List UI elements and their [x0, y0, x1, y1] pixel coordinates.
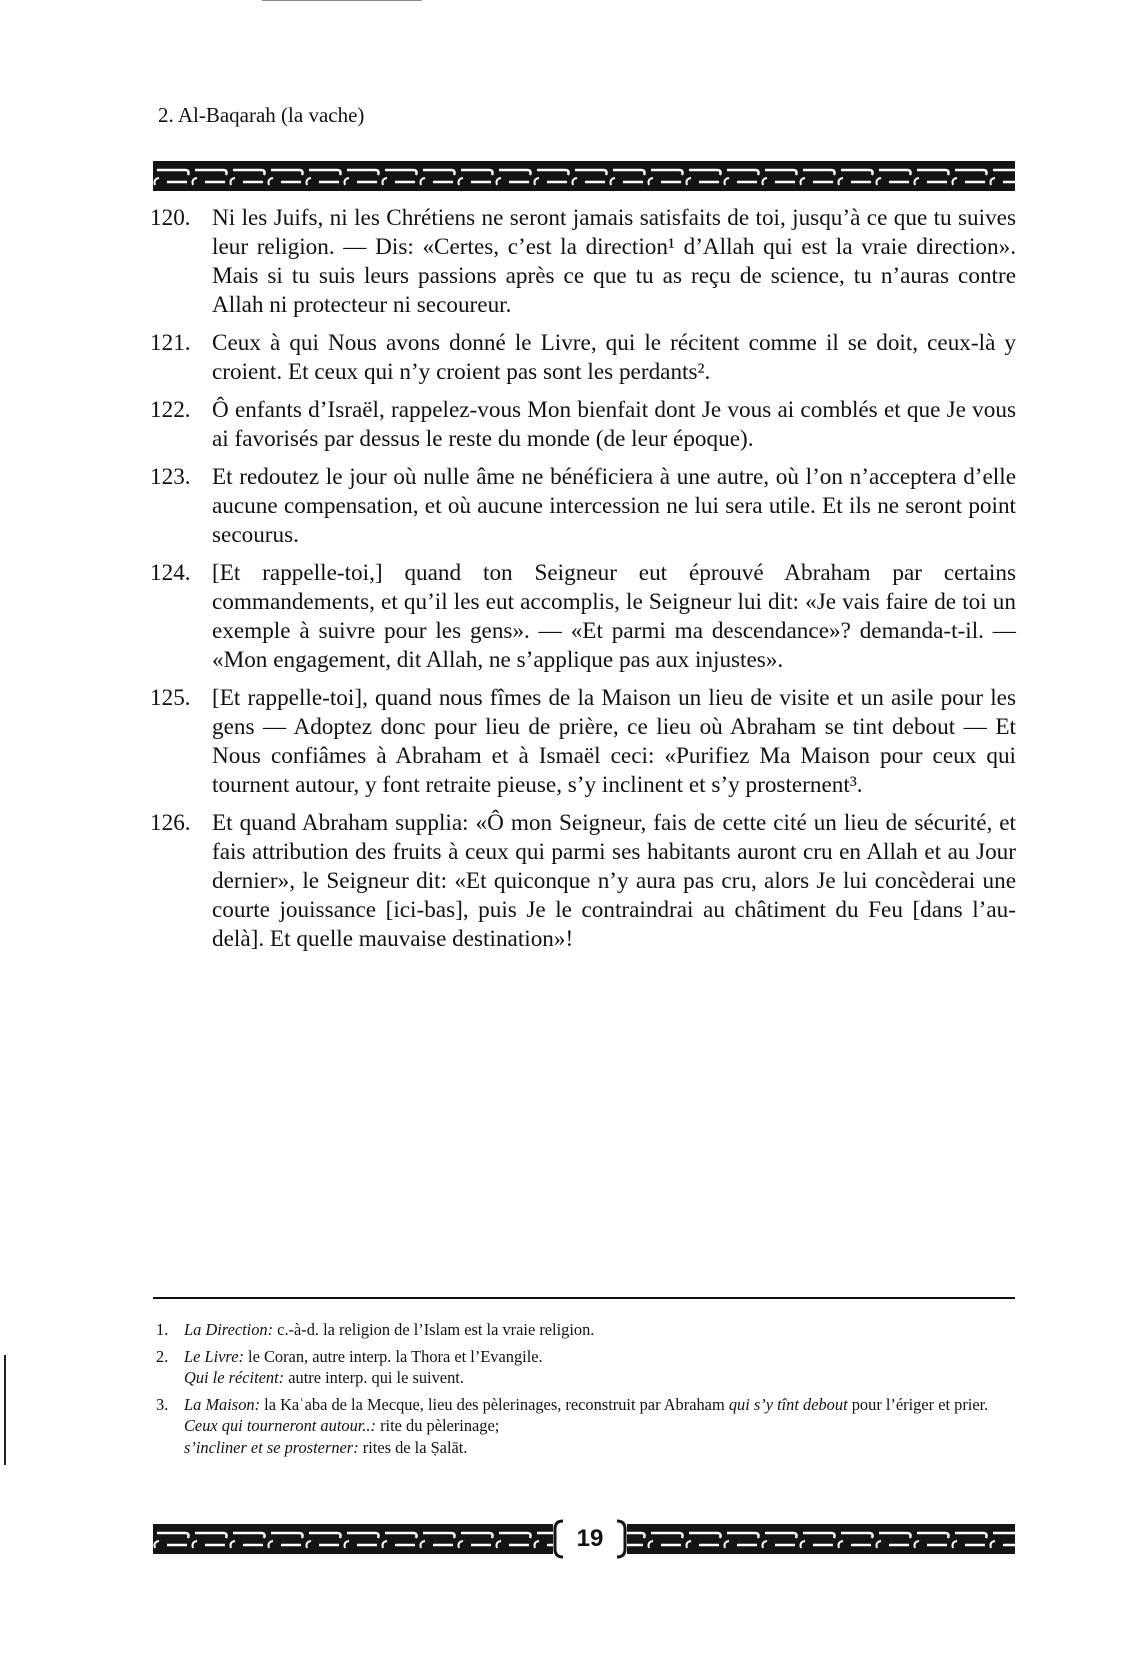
scan-artifact-line: [262, 0, 422, 1]
footnote-1: [156, 1319, 1016, 1341]
verses-list: [150, 204, 1016, 963]
verse-number: 120.: [150, 205, 191, 231]
verse-text: Ô enfants d’Israël, rappelez-vous Mon bienfait dont Je vous ai comblés et que Je vous ai favorisés par dessus le reste du monde (de leur époque).: [212, 397, 1016, 452]
footnote-line: [184, 1437, 1016, 1459]
verse-124: [150, 559, 1016, 675]
verse-125: [150, 684, 1016, 800]
footnote-text: pour l’ériger et prier.: [847, 1394, 989, 1414]
verse-number: 126.: [150, 810, 191, 836]
footnote-term: Qui le récitent:: [184, 1368, 285, 1387]
footnote-line: [184, 1367, 1016, 1389]
footnote-2: [156, 1346, 1016, 1389]
footnote-text: autre interp. qui le suivent.: [284, 1368, 464, 1387]
footnote-line: [184, 1415, 1016, 1437]
verse-126: [150, 809, 1016, 954]
footnote-divider: [153, 1297, 1015, 1299]
verse-text: Ni les Juifs, ni les Chrétiens ne seront jamais satisfaits de toi, jusqu’à ce que tu suives leur religion. — Dis: «Certes, c’est la direction¹ d’Allah qui est la vraie direction». Mais si tu suis leurs passions après ce que tu as reçu de science, tu n’auras contre Allah ni protecteur ni secoureur.: [212, 205, 1016, 318]
footnote-term: s’incliner et se prosterner:: [184, 1437, 359, 1457]
footnote-term: qui s’y tînt debout: [728, 1394, 848, 1414]
footnote-line: [184, 1394, 1016, 1416]
verse-text: [Et rappelle-toi,] quand ton Seigneur eut éprouvé Abraham par certains commandements, et qu’il les eut accomplis, le Seigneur lui dit: «Je vais faire de toi un exemple à suivre pour les gens». — «Et parmi ma descendance»? demanda-t-il. — «Mon engagement, dit Allah, ne s’applique pas aux injustes».: [212, 560, 1016, 673]
footnote-term: Le Livre:: [184, 1346, 244, 1366]
chain-pattern-top: [153, 161, 1015, 191]
footnote-3: [156, 1394, 1016, 1459]
footnote-line: [184, 1346, 1016, 1368]
footnote-text: rite du pèlerinage;: [375, 1416, 500, 1435]
verse-number: 124.: [150, 560, 191, 586]
footnote-text: rites de la Ṣalāt.: [358, 1437, 468, 1457]
verse-text: [Et rappelle-toi], quand nous fîmes de la Maison un lieu de visite et un asile pour les gens — Adoptez donc pour lieu de prière, ce lieu où Abraham se tint debout — Et Nous confiâmes à Abraham et à Ismaël ceci: «Purifiez Ma Maison pour ceux qui tournent autour, y font retraite pieuse, s’y inclinent et s’y prosternent³.: [212, 685, 1016, 798]
verse-number: 123.: [150, 464, 191, 490]
verse-122: [150, 396, 1016, 454]
footnote-term: Ceux qui tourneront autour..:: [184, 1416, 376, 1435]
footnote-number: 3.: [156, 1394, 169, 1414]
verse-123: [150, 463, 1016, 550]
verse-number: 121.: [150, 330, 191, 356]
verse-text: Et quand Abraham supplia: «Ô mon Seigneur, fais de cette cité un lieu de sécurité, et fais attribution des fruits à ceux qui parmi ses habitants auront cru en Allah et au Jour dernier», le Seigneur dit: «Et quiconque n’y aura pas cru, alors Je lui concèderai une courte jouissance [ici-bas], puis Je le contraindrai au châtiment du Feu [dans l’au-delà]. Et quelle mauvaise destination»!: [212, 810, 1016, 952]
footnote-term: La Maison:: [184, 1394, 261, 1414]
verse-text: Ceux à qui Nous avons donné le Livre, qui le récitent comme il se doit, ceux-là y croient. Et ceux qui n’y croient pas sont les perdants².: [212, 330, 1016, 385]
page-number-frame: [553, 1515, 627, 1563]
page-header: 2. Al-Baqarah (la vache): [158, 103, 365, 127]
footnote-line: [184, 1319, 1016, 1341]
page-number: 19: [553, 1515, 627, 1563]
footnote-text: c.-à-d. la religion de l’Islam est la vraie religion.: [273, 1320, 595, 1339]
footnote-number: 2.: [156, 1346, 169, 1366]
footnote-text: la Kaʿaba de la Mecque, lieu des pèlerinages, reconstruit par Abraham: [260, 1394, 729, 1414]
verse-text: Et redoutez le jour où nulle âme ne bénéficiera à une autre, où l’on n’acceptera d’elle aucune compensation, et où aucune intercession ne lui sera utile. Et ils ne seront point secourus.: [212, 464, 1016, 548]
footnote-term: La Direction:: [184, 1320, 274, 1339]
verse-121: [150, 329, 1016, 387]
footnote-text: le Coran, autre interp. la Thora et l’Evangile.: [243, 1346, 543, 1366]
scan-margin-mark: [4, 1355, 6, 1465]
verse-number: 125.: [150, 685, 191, 711]
ornamental-band-top: [153, 161, 1015, 191]
footnote-number: 1.: [156, 1320, 169, 1339]
verse-number: 122.: [150, 397, 191, 423]
footnotes: [156, 1319, 1016, 1463]
verse-120: [150, 204, 1016, 320]
